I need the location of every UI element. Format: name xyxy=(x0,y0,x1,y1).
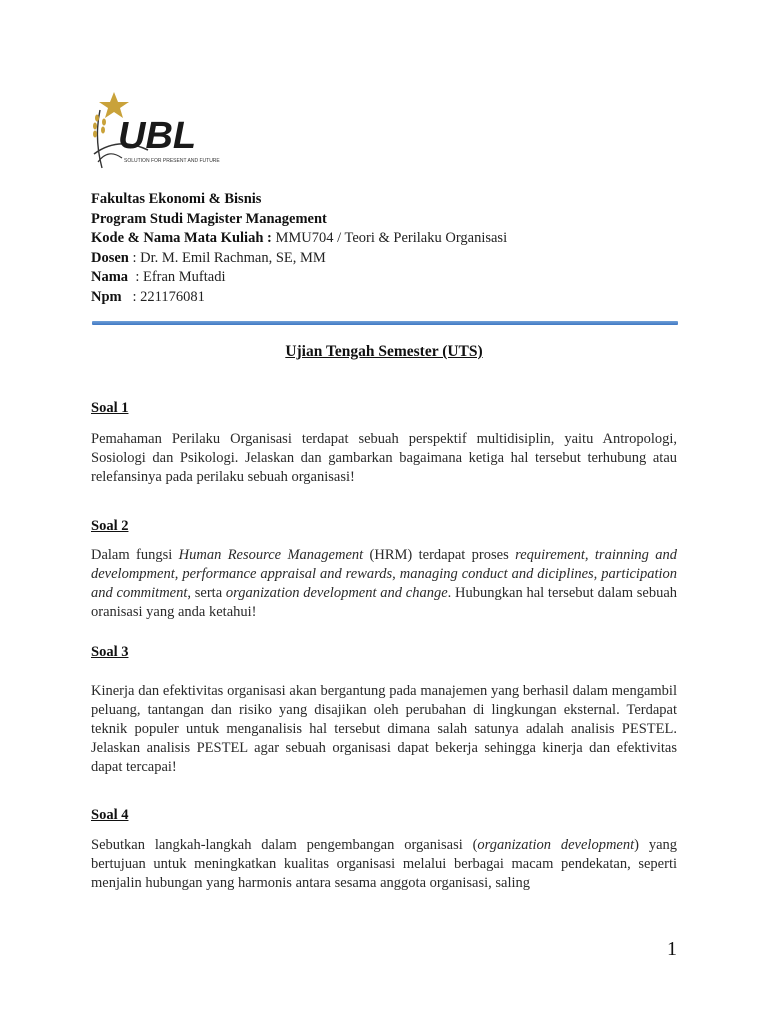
soal-2-heading: Soal 2 xyxy=(91,518,129,534)
exam-title: Ujian Tengah Semester (UTS) xyxy=(285,343,483,360)
soal-1-heading: Soal 1 xyxy=(91,400,129,416)
university-logo xyxy=(88,88,248,180)
header-divider xyxy=(92,321,678,325)
npm-value: : 221176081 xyxy=(121,288,205,305)
student-info-block xyxy=(91,190,507,307)
soal-3-text: Kinerja dan efektivitas organisasi akan bergantung pada manajemen yang berhasil dalam mengambil peluang, tantangan dan risiko yang disajikan oleh perubahan di lingkungan eksternal. Terdapat teknik populer untuk menganalisis hal tersebut dimana salah satunya adalah analisis PESTEL. Jelaskan analisis PESTEL agar sebuah organisasi dapat bekerja sehingga kinerja dan efektivitas dapat tercapai! xyxy=(91,683,677,775)
lecturer-label: Dosen xyxy=(91,249,129,266)
course-label: Kode & Nama Mata Kuliah : xyxy=(91,230,272,246)
program-name: Program Studi Magister Management xyxy=(91,210,327,227)
soal-4-text: Sebutkan langkah-langkah dalam pengembangan organisasi (organization development) yang bertujuan untuk meningkatkan kualitas organisasi melalui berbagai macam pendekatan, seperti menjalin hubungan yang harmonis antara sesama anggota organisasi, saling xyxy=(91,837,678,891)
page-number: 1 xyxy=(667,938,677,960)
course-value: MMU704 / Teori & Perilaku Organisasi xyxy=(271,230,508,246)
soal-1-text: Pemahaman Perilaku Organisasi terdapat sebuah perspektif multidisiplin, yaitu Antropologi, Sosiologi dan Psikologi. Jelaskan dan gambarkan bagaimana ketiga hal tersebut terhubung atau relefansinya pada perilaku sebuah organisasi! xyxy=(91,431,677,485)
soal-3-heading: Soal 3 xyxy=(91,644,129,660)
lecturer-value: : Dr. M. Emil Rachman, SE, MM xyxy=(128,249,326,266)
npm-label: Npm xyxy=(91,288,122,305)
logo-text: UBL xyxy=(118,115,197,157)
soal-2-text: Dalam fungsi Human Resource Management (HRM) terdapat proses requirement, trainning and develompment, performance appraisal and rewards, managing conduct and diciplines, participation and commitment, serta organization development and change. Hubungkan hal tersebut dalam sebuah oranisasi yang anda ketahui! xyxy=(91,547,678,620)
faculty-name: Fakultas Ekonomi & Bisnis xyxy=(91,191,262,207)
name-value: : Efran Muftadi xyxy=(128,269,226,285)
name-label: Nama xyxy=(91,269,129,285)
soal-4-heading: Soal 4 xyxy=(91,807,129,823)
logo-tagline: SOLUTION FOR PRESENT AND FUTURE xyxy=(124,158,220,164)
